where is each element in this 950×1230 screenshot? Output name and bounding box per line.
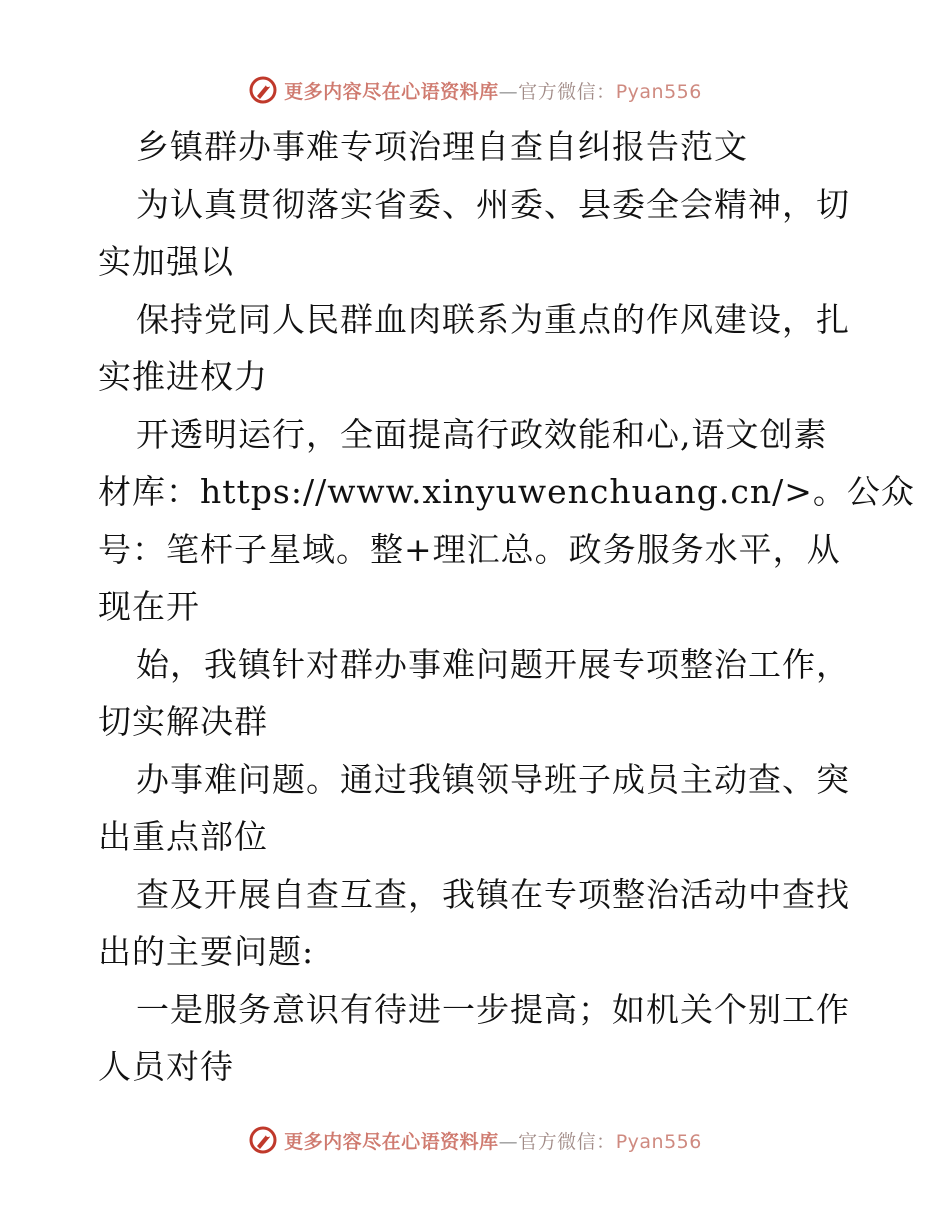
text-line: 开透明运行，全面提高行政效能和心,语文创素 — [136, 414, 828, 454]
footer-banner-text — [284, 1127, 702, 1154]
text-line: 材库：https://www.xinyuwenchuang.cn/>。公众 — [98, 472, 915, 511]
footer-wechat-label: 官方微信： — [518, 1130, 616, 1153]
text-line: 实推进权力 — [98, 357, 268, 396]
footer-banner — [0, 1122, 950, 1158]
pen-nib-circle-icon — [248, 1125, 278, 1155]
text-line: 切实解决群 — [98, 702, 268, 741]
text-line: 办事难问题。通过我镇领导班子成员主动查、突 — [136, 759, 850, 799]
text-line: 现在开 — [98, 587, 200, 626]
text-line: 出的主要问题: — [98, 932, 315, 971]
text-line: 出重点部位 — [98, 817, 268, 856]
document-body — [98, 118, 915, 1096]
footer-wechat-id: Pyan556 — [615, 1130, 702, 1153]
header-brand: 更多内容尽在心语资料库 — [284, 80, 499, 103]
header-dash: — — [498, 80, 519, 103]
footer-brand: 更多内容尽在心语资料库 — [284, 1130, 499, 1153]
text-line: 实加强以 — [98, 242, 234, 281]
text-line: 查及开展自查互查，我镇在专项整治活动中查找 — [136, 874, 850, 914]
text-line: 人员对待 — [98, 1047, 234, 1086]
header-banner — [0, 72, 950, 108]
header-wechat-label: 官方微信： — [518, 80, 616, 103]
text-line: 始，我镇针对群办事难问题开展专项整治工作， — [136, 644, 850, 684]
text-line: 为认真贯彻落实省委、州委、县委全会精神，切 — [136, 184, 850, 224]
text-line: 一是服务意识有待进一步提高；如机关个别工作 — [136, 989, 850, 1029]
text-line: 号：笔杆子星域。整+理汇总。政务服务水平，从 — [98, 529, 841, 569]
text-line: 保持党同人民群血肉联系为重点的作风建设，扎 — [136, 299, 850, 339]
header-banner-text — [284, 77, 702, 104]
header-wechat-id: Pyan556 — [615, 80, 702, 103]
document-title: 乡镇群办事难专项治理自查自纠报告范文 — [136, 127, 748, 166]
footer-dash: — — [498, 1130, 519, 1153]
pen-nib-circle-icon — [248, 75, 278, 105]
